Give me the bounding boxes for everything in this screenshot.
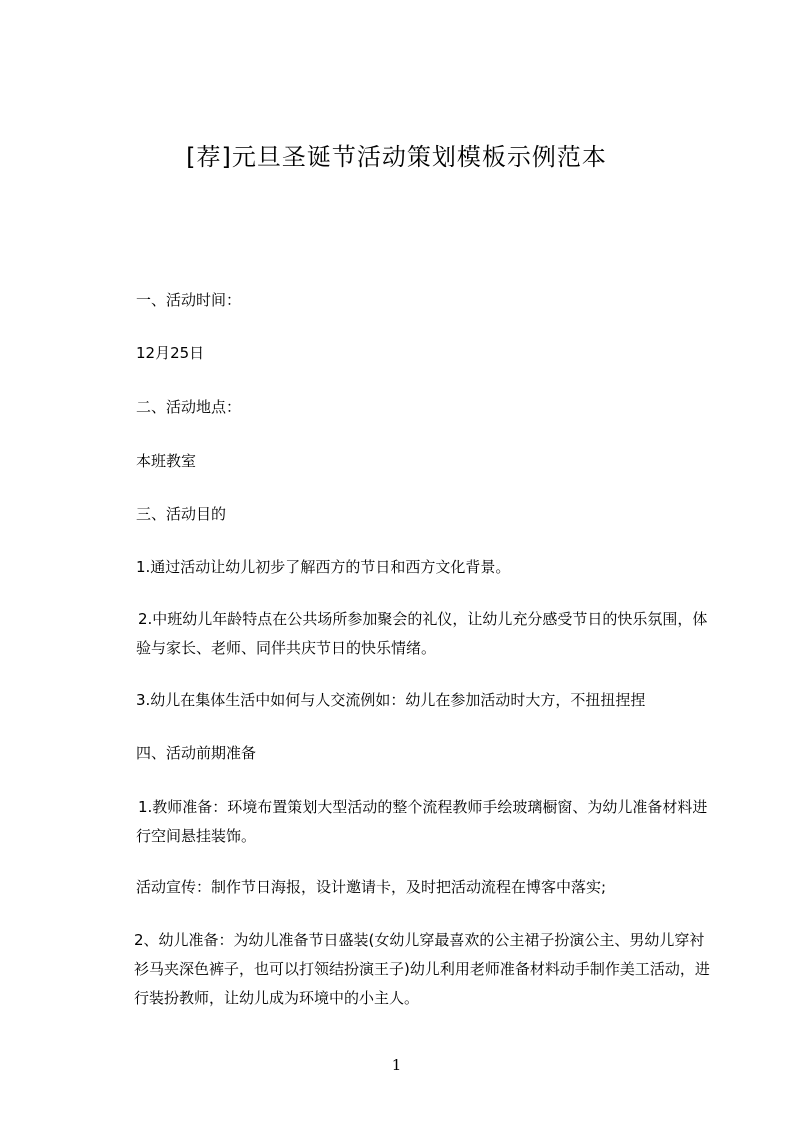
paragraph-teacher-preparation: 1.教师准备：环境布置策划大型活动的整个流程教师手绘玻璃橱窗、为幼儿准备材料进行空间悬挂装饰。 [136, 798, 708, 845]
page-number: 1 [391, 1056, 402, 1074]
document-title: [荐]元旦圣诞节活动策划模板示例范本 [186, 143, 607, 171]
section-heading-time: 一、活动时间： [136, 291, 242, 309]
paragraph-child-preparation: 2、幼儿准备：为幼儿准备节日盛装(女幼儿穿最喜欢的公主裙子扮演公主、男幼儿穿衬衫马夹深色裤子，也可以打领结扮演王子)幼儿利用老师准备材料动手制作美工活动，进行装扮教师，让幼儿成为环境中的小主人。 [134, 931, 710, 1007]
paragraph-location: 本班教室 [136, 452, 197, 470]
section-heading-purpose: 三、活动目的 [136, 505, 227, 523]
paragraph-purpose-3: 3.幼儿在集体生活中如何与人交流例如：幼儿在参加活动时大方，不扭扭捏捏 [136, 691, 646, 709]
section-heading-preparation: 四、活动前期准备 [136, 744, 257, 762]
section-heading-location: 二、活动地点： [136, 398, 242, 416]
paragraph-purpose-2: 2.中班幼儿年龄特点在公共场所参加聚会的礼仪，让幼儿充分感受节日的快乐氛围，体验与家长、老师、同伴共庆节日的快乐情绪。 [136, 610, 708, 657]
paragraph-date: 12月25日 [136, 344, 205, 362]
paragraph-promotion: 活动宣传：制作节日海报，设计邀请卡，及时把活动流程在博客中落实; [136, 878, 607, 896]
paragraph-purpose-1: 1.通过活动让幼儿初步了解西方的节日和西方文化背景。 [136, 558, 511, 576]
